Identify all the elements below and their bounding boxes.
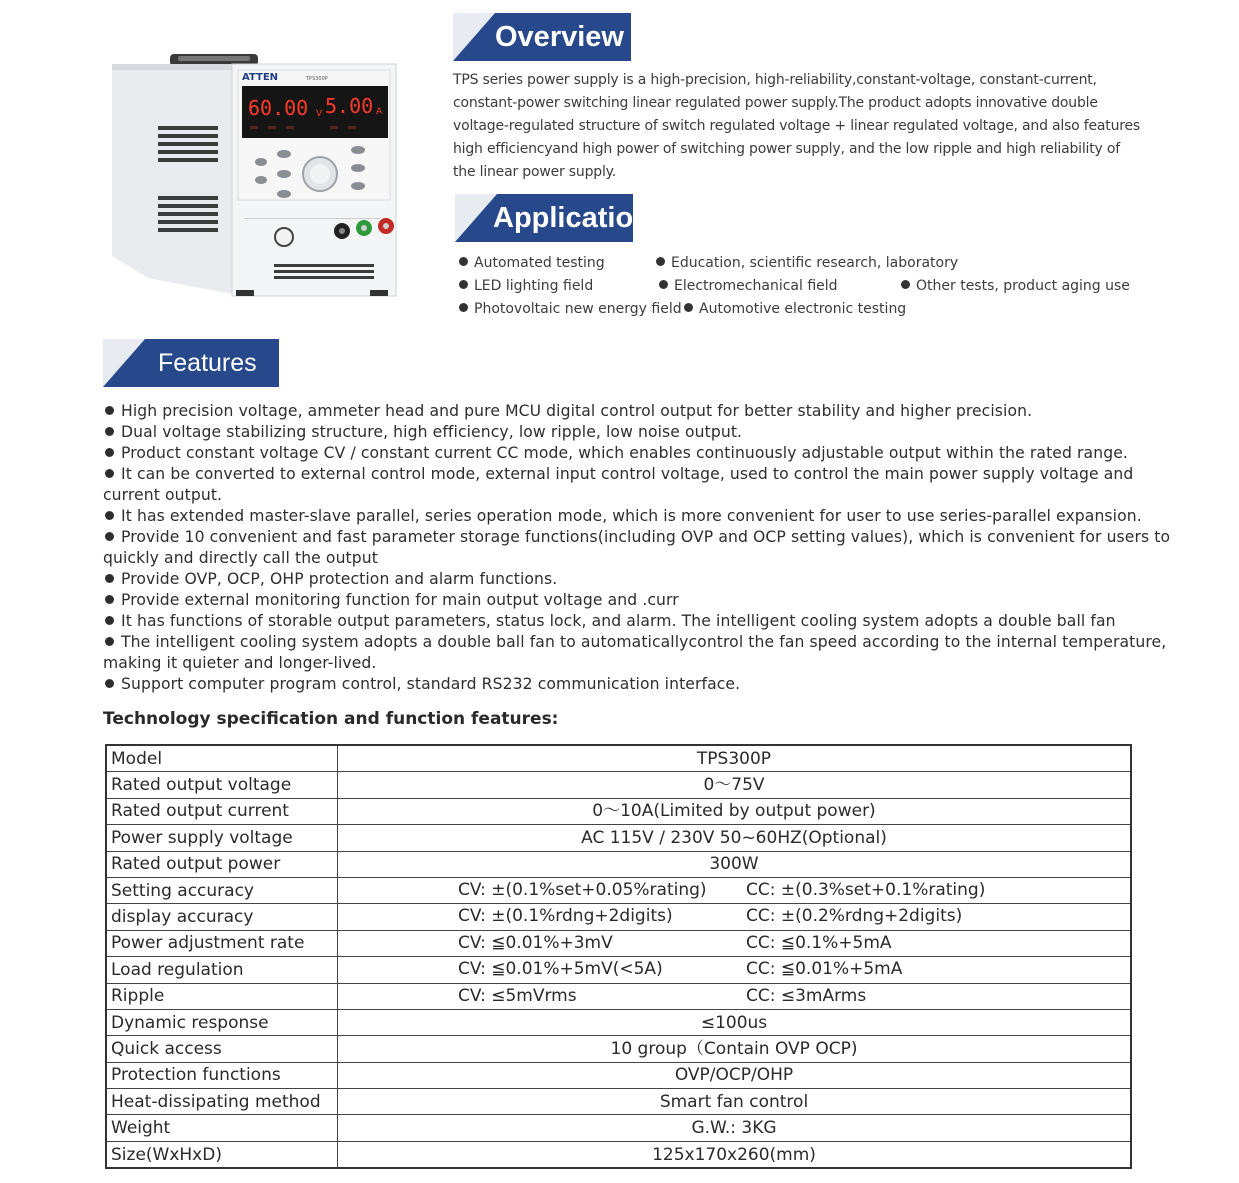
feature-text: Provide external monitoring function for main output voltage and .curr [121, 591, 679, 609]
spec-value: 300W [338, 851, 1132, 877]
feature-text: High precision voltage, ammeter head and pure MCU digital control output for better stability and higher precision. [121, 402, 1033, 420]
bullet-icon [105, 511, 114, 520]
application-heading-banner [455, 194, 651, 242]
features-list [103, 401, 1178, 695]
application-item-label: Other tests, product aging use [916, 278, 1130, 294]
feature-item [103, 443, 1178, 464]
application-item [659, 275, 838, 298]
application-item [684, 298, 906, 321]
table-row [106, 983, 1131, 1009]
table-row [106, 1062, 1131, 1088]
bullet-icon [105, 427, 114, 436]
feature-item [103, 674, 1178, 695]
feature-text: The intelligent cooling system adopts a double ball fan to automaticallycontrol the fan speed according to the internal temperature, making it quieter and longer-lived. [103, 633, 1167, 672]
application-item-label: Automated testing [474, 255, 605, 271]
spec-value: OVP/OCP/OHP [338, 1062, 1132, 1088]
spec-value [338, 904, 1132, 930]
model-label-small: TPS300P [306, 76, 328, 82]
spec-label: display accuracy [106, 904, 338, 930]
spec-table [105, 744, 1132, 1169]
application-item [656, 252, 958, 275]
spec-value-cv: CV: ≦0.01%+5mV(<5A) [458, 959, 663, 980]
spec-value: 10 group（Contain OVP OCP) [338, 1036, 1132, 1062]
spec-value-cc: CC: ±(0.2%rdng+2digits) [746, 906, 963, 927]
spec-label: Dynamic response [106, 1009, 338, 1035]
bullet-icon [105, 574, 114, 583]
spec-value: AC 115V / 230V 50~60HZ(Optional) [338, 825, 1132, 851]
table-row [106, 1009, 1131, 1035]
spec-value-cc: CC: ≤3mArms [746, 985, 867, 1006]
feature-text: It has extended master-slave parallel, series operation mode, which is more convenient for user to use series-parallel expansion. [121, 507, 1142, 525]
application-item-label: Photovoltaic new energy field [474, 301, 682, 317]
application-heading: Application [493, 202, 651, 234]
spec-label: Rated output power [106, 851, 338, 877]
feature-text: Dual voltage stabilizing structure, high efficiency, low ripple, low noise output. [121, 423, 743, 441]
spec-label: Power supply voltage [106, 825, 338, 851]
application-item-label: Education, scientific research, laboratory [671, 255, 959, 271]
spec-value: G.W.: 3KG [338, 1115, 1132, 1141]
spec-value-cv: CV: ±(0.1%set+0.05%rating) [458, 879, 707, 900]
bullet-icon [459, 257, 468, 266]
current-unit: A [376, 107, 383, 117]
feature-item [103, 401, 1178, 422]
spec-value-cc: CC: ≦0.1%+5mA [746, 932, 892, 953]
spec-value-cv: CV: ±(0.1%rdng+2digits) [458, 906, 673, 927]
bullet-icon [105, 637, 114, 646]
table-row [106, 1036, 1131, 1062]
features-heading: Features [158, 349, 257, 377]
bullet-icon [105, 595, 114, 604]
table-row [106, 825, 1131, 851]
spec-value: ≤100us [338, 1009, 1132, 1035]
application-item-label: Electromechanical field [674, 278, 838, 294]
spec-value: Smart fan control [338, 1089, 1132, 1115]
spec-label: Heat-dissipating method [106, 1089, 338, 1115]
table-row [106, 1089, 1131, 1115]
table-row [106, 957, 1131, 983]
bullet-icon [656, 257, 665, 266]
bullet-icon [105, 679, 114, 688]
bullet-icon [459, 303, 468, 312]
table-row [106, 930, 1131, 956]
spec-value [338, 957, 1132, 983]
spec-label: Weight [106, 1115, 338, 1141]
spec-value-cv: CV: ≦0.01%+3mV [458, 932, 613, 953]
spec-label: Protection functions [106, 1062, 338, 1088]
power-switch [275, 228, 293, 246]
feature-item [103, 527, 1178, 569]
spec-label: Rated output voltage [106, 772, 338, 798]
feature-item [103, 611, 1178, 632]
spec-value: 125x170x260(mm) [338, 1141, 1132, 1168]
feature-text: It has functions of storable output parameters, status lock, and alarm. The intelligent cooling system adopts a double ball fan [121, 612, 1116, 630]
table-row [106, 904, 1131, 930]
bullet-icon [105, 448, 114, 457]
feature-text: Provide OVP, OCP, OHP protection and alarm functions. [121, 570, 558, 588]
overview-heading: Overview [495, 21, 624, 53]
feature-item [103, 569, 1178, 590]
spec-title: Technology specification and function features: [103, 709, 559, 729]
spec-value-cc: CC: ±(0.3%set+0.1%rating) [746, 879, 986, 900]
spec-label: Size(WxHxD) [106, 1141, 338, 1168]
application-item [459, 298, 682, 321]
bullet-icon [659, 280, 668, 289]
application-item [459, 252, 605, 275]
bullet-icon [105, 406, 114, 415]
feature-item [103, 464, 1178, 506]
application-item-label: LED lighting field [474, 278, 594, 294]
bullet-icon [459, 280, 468, 289]
spec-value [338, 983, 1132, 1009]
spec-value [338, 930, 1132, 956]
table-row [106, 1141, 1131, 1168]
feature-item [103, 590, 1178, 611]
voltage-unit: V [316, 109, 323, 119]
spec-label: Power adjustment rate [106, 930, 338, 956]
bullet-icon [105, 616, 114, 625]
features-heading-banner [103, 339, 279, 387]
spec-value [338, 877, 1132, 903]
spec-value: TPS300P [338, 745, 1132, 772]
feature-text: It can be converted to external control mode, external input control voltage, used to control the main power supply voltage and current output. [103, 465, 1134, 504]
brand-label: ATTEN [242, 72, 279, 83]
spec-label: Load regulation [106, 957, 338, 983]
spec-label: Setting accuracy [106, 877, 338, 903]
table-row [106, 851, 1131, 877]
application-item [901, 275, 1130, 298]
table-row [106, 798, 1131, 824]
current-readout: 5.00 [325, 94, 374, 118]
feature-text: Provide 10 convenient and fast parameter storage functions(including OVP and OCP setting values), which is convenient for users to quickly and directly call the output [103, 528, 1171, 567]
bullet-icon [105, 469, 114, 478]
spec-label: Model [106, 745, 338, 772]
application-item [459, 275, 593, 298]
voltage-readout: 60.00 [248, 96, 309, 120]
spec-value: 0～75V [338, 772, 1132, 798]
feature-item [103, 506, 1178, 527]
feature-item [103, 422, 1178, 443]
table-row [106, 772, 1131, 798]
spec-value-cv: CV: ≤5mVrms [458, 985, 577, 1006]
spec-label: Rated output current [106, 798, 338, 824]
spec-value: 0～10A(Limited by output power) [338, 798, 1132, 824]
application-item-label: Automotive electronic testing [699, 301, 907, 317]
feature-text: Product constant voltage CV / constant current CC mode, which enables continuously adjustable output within the rated range. [121, 444, 1128, 462]
table-row [106, 1115, 1131, 1141]
overview-heading-banner [453, 13, 631, 61]
spec-label: Quick access [106, 1036, 338, 1062]
bullet-icon [901, 280, 910, 289]
spec-label: Ripple [106, 983, 338, 1009]
table-row [106, 877, 1131, 903]
bullet-icon [684, 303, 693, 312]
product-image [108, 50, 400, 296]
spec-value-cc: CC: ≦0.01%+5mA [746, 959, 903, 980]
feature-item [103, 632, 1178, 674]
feature-text: Support computer program control, standard RS232 communication interface. [121, 675, 741, 693]
overview-paragraph: TPS series power supply is a high-precision, high-reliability,constant-voltage, constant-current, constant-power switching linear regulated power supply.The product adopts innovative double voltage-regulated structure of switch regulated voltage + linear regulated voltage, and also features high efficiencyand high power of switching power supply, and the low ripple and high reliability of the linear power supply. [453, 72, 1141, 180]
table-row [106, 745, 1131, 772]
bullet-icon [105, 532, 114, 541]
